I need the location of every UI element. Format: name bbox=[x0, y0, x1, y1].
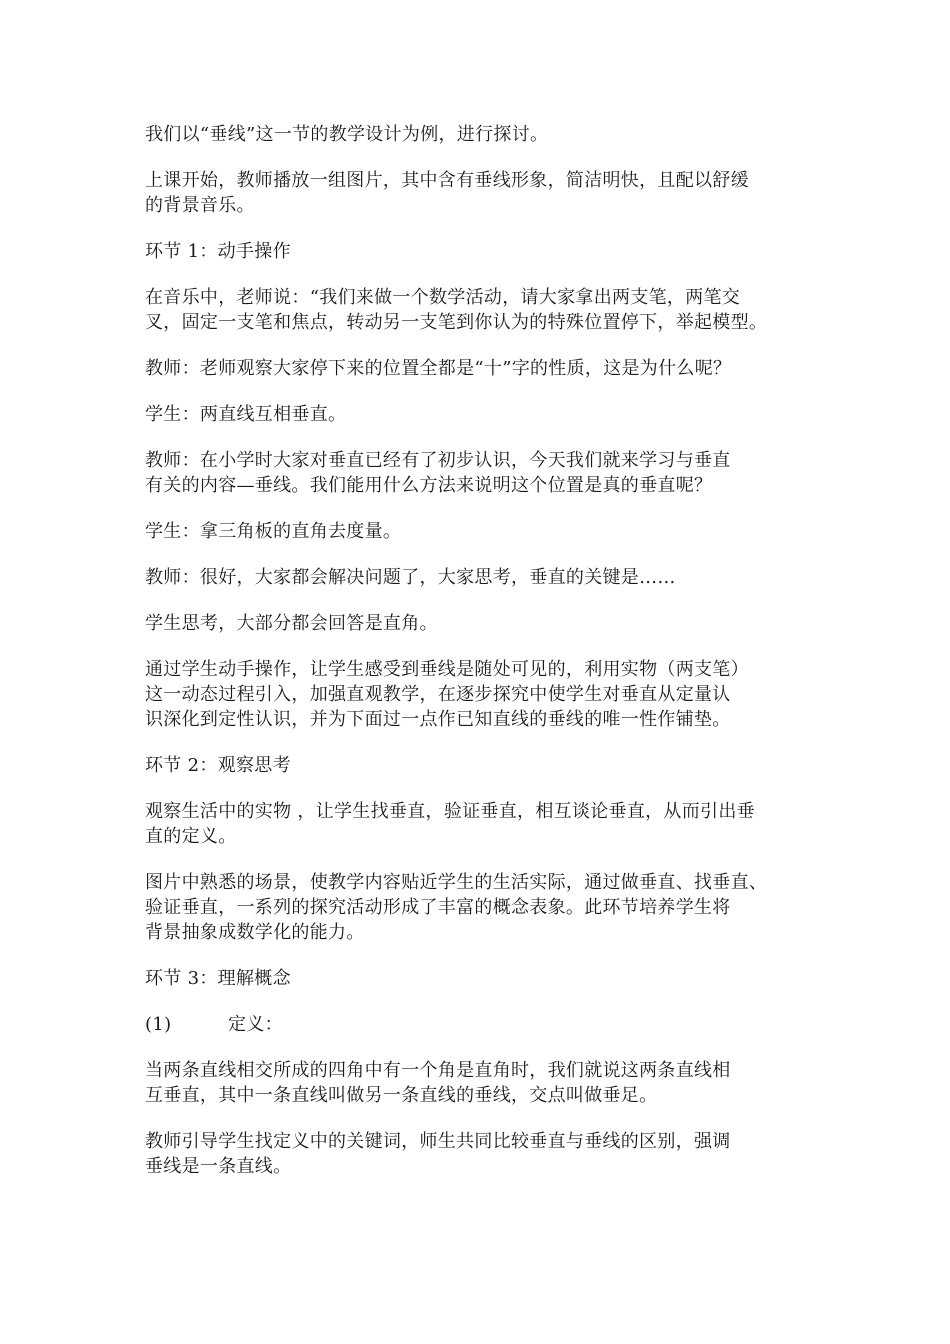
text-line: 当两条直线相交所成的四角中有一个角是直角时，我们就说这两条直线相 bbox=[145, 1060, 731, 1081]
paragraph-group bbox=[145, 1058, 820, 1179]
paragraph bbox=[145, 519, 820, 544]
document-body bbox=[145, 122, 820, 1200]
paragraph bbox=[145, 1058, 820, 1108]
paragraph bbox=[145, 402, 820, 427]
paragraph-group bbox=[145, 122, 820, 991]
text-line: 识深化到定性认识，并为下面过一点作已知直线的垂线的唯一性作铺垫。 bbox=[145, 709, 731, 730]
text-line: 直的定义。 bbox=[145, 826, 237, 847]
text-line: 教师：很好，大家都会解决问题了，大家思考，垂直的关键是…… bbox=[145, 567, 676, 588]
text-line: 上课开始，教师播放一组图片，其中含有垂线形象，简洁明快，且配以舒缓 bbox=[145, 170, 749, 191]
text-line: 学生思考，大部分都会回答是直角。 bbox=[145, 613, 438, 634]
text-line: 在音乐中，老师说：“我们来做一个数学活动，请大家拿出两支笔，两笔交 bbox=[145, 287, 741, 308]
paragraph bbox=[145, 122, 820, 147]
text-line: 图片中熟悉的场景，使教学内容贴近学生的生活实际，通过做垂直、找垂直、 bbox=[145, 872, 768, 893]
paragraph bbox=[145, 1129, 820, 1179]
text-line: 背景抽象成数学化的能力。 bbox=[145, 922, 365, 943]
paragraph bbox=[145, 799, 820, 849]
paragraph bbox=[145, 611, 820, 636]
text-line: 环节 2：观察思考 bbox=[145, 755, 291, 776]
text-line: 环节 1：动手操作 bbox=[145, 241, 291, 262]
paragraph bbox=[145, 448, 820, 498]
text-line: 教师：在小学时大家对垂直已经有了初步认识，今天我们就来学习与垂直 bbox=[145, 450, 731, 471]
text-line: 学生：两直线互相垂直。 bbox=[145, 404, 347, 425]
paragraph bbox=[145, 565, 820, 590]
text-line: 教师引导学生找定义中的关键词，师生共同比较垂直与垂线的区别，强调 bbox=[145, 1131, 731, 1152]
text-line: 教师：老师观察大家停下来的位置全都是“十”字的性质，这是为什么呢？ bbox=[145, 358, 732, 379]
paragraph bbox=[145, 870, 820, 945]
paragraph bbox=[145, 657, 820, 732]
text-line: 这一动态过程引入，加强直观教学，在逐步探究中使学生对垂直从定量认 bbox=[145, 684, 731, 705]
text-line: 通过学生动手操作，让学生感受到垂线是随处可见的，利用实物（两支笔） bbox=[145, 659, 749, 680]
paragraph bbox=[145, 356, 820, 381]
text-line: 垂线是一条直线。 bbox=[145, 1156, 292, 1177]
text-line: 验证垂直，一系列的探究活动形成了丰富的概念表象。此环节培养学生将 bbox=[145, 897, 731, 918]
numbered-item bbox=[145, 1012, 820, 1037]
paragraph bbox=[145, 753, 820, 778]
text-line: 我们以“垂线”这一节的教学设计为例，进行探讨。 bbox=[145, 124, 549, 145]
paragraph bbox=[145, 239, 820, 264]
text-line: 观察生活中的实物 ，让学生找垂直，验证垂直，相互谈论垂直，从而引出垂 bbox=[145, 801, 755, 822]
item-number: (1) bbox=[145, 1014, 172, 1035]
text-line: 叉，固定一支笔和焦点，转动另一支笔到你认为的特殊位置停下，举起模型。 bbox=[145, 312, 768, 333]
text-line: 互垂直，其中一条直线叫做另一条直线的垂线，交点叫做垂足。 bbox=[145, 1085, 658, 1106]
paragraph bbox=[145, 966, 820, 991]
item-text: 定义： bbox=[228, 1014, 283, 1035]
text-line: 的背景音乐。 bbox=[145, 195, 255, 216]
text-line: 学生：拿三角板的直角去度量。 bbox=[145, 521, 402, 542]
text-line: 有关的内容—垂线。我们能用什么方法来说明这个位置是真的垂直呢？ bbox=[145, 475, 713, 496]
text-line: 环节 3：理解概念 bbox=[145, 968, 291, 989]
paragraph bbox=[145, 285, 820, 335]
paragraph bbox=[145, 168, 820, 218]
